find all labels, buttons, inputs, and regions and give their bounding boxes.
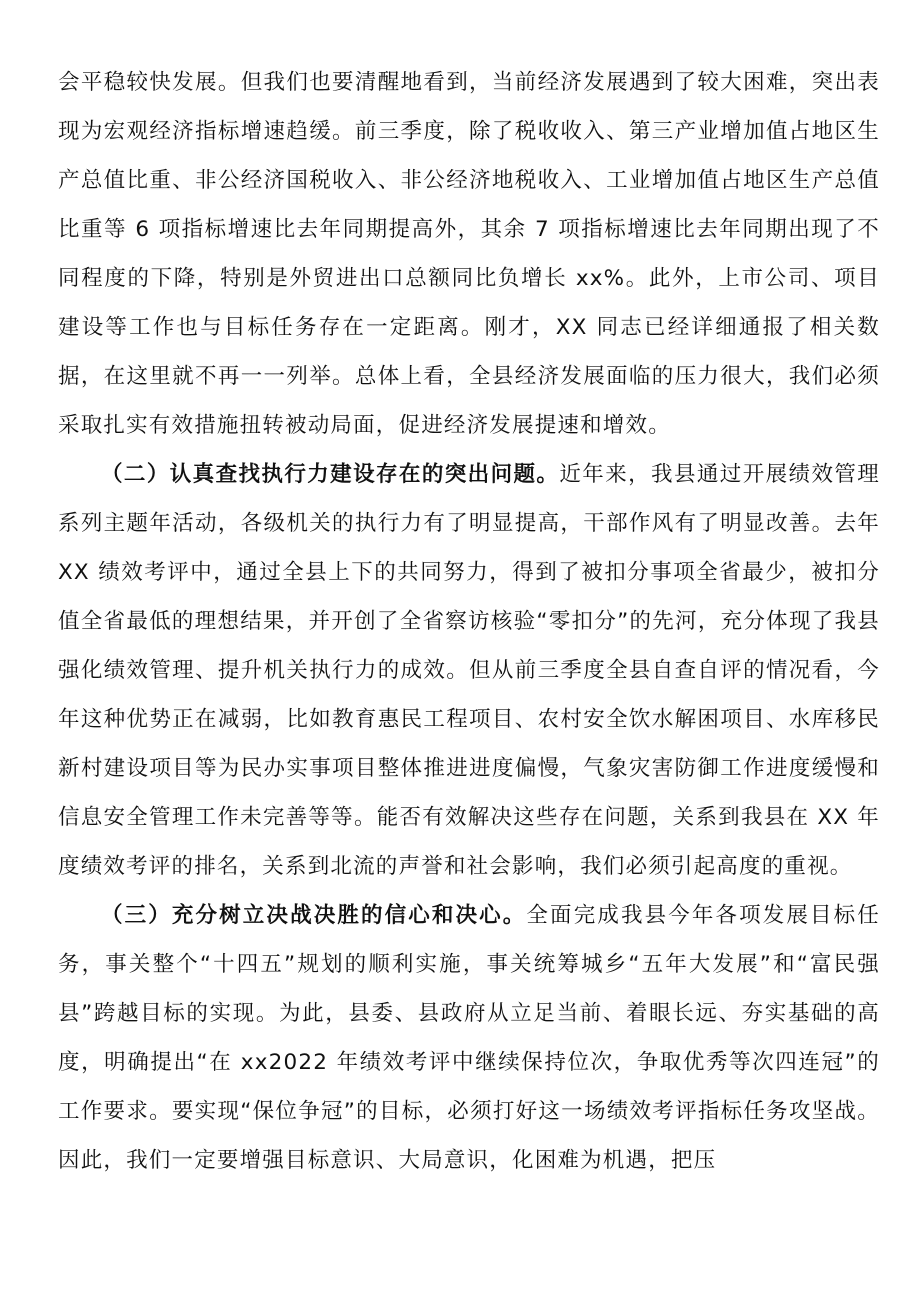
paragraph-text: 近年来，我县通过开展绩效管理系列主题年活动，各级机关的执行力有了明显提高，干部作风有了明显改善。去年 XX 绩效考评中，通过全县上下的共同努力，得到了被扣分事项全省最少，被扣分值全省最低的理想结果，并开创了全省察访核验“零扣分”的先河，充分体现了我县强化绩效管理、提升机关执行力的成效。但从前三季度全县自查自评的情况看，今年这种优势正在减弱，比如教育惠民工程项目、农村安全饮水解困项目、水库移民新村建设项目等为民办实事项目整体推进进度偏慢，气象灾害防御工作进度缓慢和信息安全管理工作未完善等等。能否有效解决这些存在问题，关系到我县在 XX 年度绩效考评的排名，关系到北流的声誉和社会影响，我们必须引起高度的重视。 bbox=[58, 462, 880, 879]
section-heading: （三）充分树立决战决胜的信心和决心。 bbox=[101, 903, 527, 928]
paragraph-text: 会平稳较快发展。但我们也要清醒地看到，当前经济发展遇到了较大困难，突出表现为宏观经济指标增速趋缓。前三季度，除了税收收入、第三产业增加值占地区生产总值比重、非公经济国税收入、非公经济地税收入、工业增加值占地区生产总值比重等 6 项指标增速比去年同期提高外，其余 7 项指标增速比去年同期出现了不同程度的下降，特别是外贸进出口总额同比负增长 xx%。此外，上市公司、项目建设等工作也与目标任务存在一定距离。刚才，XX 同志已经详细通报了相关数据，在这里就不再一一列举。总体上看，全县经济发展面临的压力很大，我们必须采取扎实有效措施扭转被动局面，促进经济发展提速和增效。 bbox=[58, 70, 880, 438]
paragraph-execution-problems bbox=[58, 450, 880, 891]
paragraph-text: 全面完成我县今年各项发展目标任务，事关整个“十四五”规划的顺利实施，事关统筹城乡“五年大发展”和“富民强县”跨越目标的实现。为此，县委、县政府从立足当前、着眼长远、夯实基础的高度，明确提出“在 xx2022 年绩效考评中继续保持位次，争取优秀等次四连冠”的工作要求。要实现“保位争冠”的目标，必须打好这一场绩效考评指标任务攻坚战。因此，我们一定要增强目标意识、大局意识，化困难为机遇，把压 bbox=[58, 903, 880, 1173]
section-heading: （二）认真查找执行力建设存在的突出问题。 bbox=[101, 462, 560, 487]
document-page bbox=[58, 58, 880, 1185]
paragraph-confidence bbox=[58, 891, 880, 1185]
paragraph-economy bbox=[58, 58, 880, 450]
